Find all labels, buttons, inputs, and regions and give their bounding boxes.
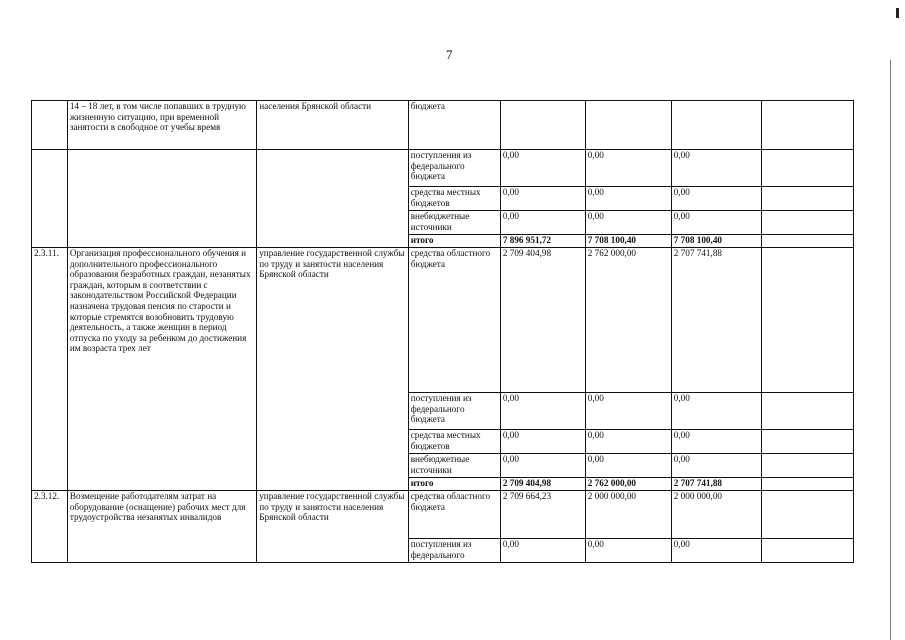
empty-cell [761, 430, 853, 454]
total-value-cell: 7 896 951,72 [500, 235, 585, 248]
value-cell: 2 000 000,00 [585, 491, 671, 539]
table-row [32, 248, 854, 393]
value-cell [500, 101, 585, 150]
value-cell: 0,00 [500, 430, 585, 454]
item-name-cell [67, 150, 256, 248]
value-cell: 0,00 [500, 150, 585, 187]
source-cell: поступления из федерального [408, 539, 500, 563]
scan-edge-line [890, 60, 891, 640]
value-cell: 0,00 [671, 454, 761, 478]
source-cell: внебюджетные источники [408, 211, 500, 235]
item-name-cell: Организация профессионального обучения и дополнительного профессионального образования безработных граждан, незанятых граждан, которым в соответствии с законодательством Российской Федерации назначена трудовая пенсия по старости и которые стремятся возобновить трудовую деятельность, а также женщин в период отпуска по уходу за ребенком до достижения им возраста трех лет [67, 248, 256, 491]
executor-cell: управление государственной службы по труду и занятости населения Брянской области [257, 491, 409, 563]
value-cell: 2 762 000,00 [585, 248, 671, 393]
source-cell: средства областного бюджета [408, 491, 500, 539]
value-cell: 0,00 [671, 393, 761, 430]
value-cell [585, 101, 671, 150]
empty-cell [761, 454, 853, 478]
source-cell: бюджета [408, 101, 500, 150]
empty-cell [761, 211, 853, 235]
value-cell: 0,00 [500, 187, 585, 211]
value-cell: 0,00 [585, 539, 671, 563]
value-cell: 0,00 [500, 454, 585, 478]
value-cell [671, 101, 761, 150]
empty-cell [761, 478, 853, 491]
page-number: 7 [446, 47, 453, 62]
source-cell: внебюджетные источники [408, 454, 500, 478]
empty-cell [761, 150, 853, 187]
total-value-cell: 2 709 404,98 [500, 478, 585, 491]
total-value-cell: 7 708 100,40 [585, 235, 671, 248]
empty-cell [761, 539, 853, 563]
total-value-cell: 2 707 741,88 [671, 478, 761, 491]
value-cell: 0,00 [671, 150, 761, 187]
empty-cell [761, 393, 853, 430]
value-cell: 2 707 741,88 [671, 248, 761, 393]
value-cell: 0,00 [671, 187, 761, 211]
value-cell: 2 709 404,98 [500, 248, 585, 393]
value-cell: 0,00 [500, 539, 585, 563]
source-cell: поступления из федерального бюджета [408, 150, 500, 187]
value-cell: 0,00 [671, 211, 761, 235]
value-cell: 0,00 [585, 150, 671, 187]
executor-cell: населения Брянской области [257, 101, 409, 150]
value-cell: 2 709 664,23 [500, 491, 585, 539]
budget-table [31, 100, 854, 563]
value-cell: 0,00 [500, 393, 585, 430]
value-cell: 0,00 [585, 211, 671, 235]
value-cell: 0,00 [671, 430, 761, 454]
value-cell: 0,00 [585, 393, 671, 430]
item-name-cell: Возмещение работодателям затрат на оборудование (оснащение) рабочих мест для трудоустройства незанятых инвалидов [67, 491, 256, 563]
executor-cell: управление государственной службы по труду и занятости населения Брянской области [257, 248, 409, 491]
value-cell: 0,00 [585, 454, 671, 478]
source-total-cell: итого [408, 478, 500, 491]
empty-cell [761, 187, 853, 211]
table-row [32, 101, 854, 150]
value-cell: 0,00 [671, 539, 761, 563]
source-cell: средства местных бюджетов [408, 187, 500, 211]
scan-edge-mark [896, 8, 899, 18]
value-cell: 0,00 [585, 430, 671, 454]
empty-cell [761, 101, 853, 150]
total-value-cell: 2 762 000,00 [585, 478, 671, 491]
value-cell: 0,00 [500, 211, 585, 235]
source-cell: средства областного бюджета [408, 248, 500, 393]
executor-cell [257, 150, 409, 248]
table-row [32, 150, 854, 187]
source-total-cell: итого [408, 235, 500, 248]
item-number-cell: 2.3.12. [32, 491, 68, 563]
empty-cell [761, 235, 853, 248]
source-cell: средства местных бюджетов [408, 430, 500, 454]
item-name-cell: 14 – 18 лет, в том числе попавших в трудную жизненную ситуацию, при временной занятости в свободное от учебы время [67, 101, 256, 150]
empty-cell [761, 491, 853, 539]
value-cell: 0,00 [585, 187, 671, 211]
value-cell: 2 000 000,00 [671, 491, 761, 539]
empty-cell [761, 248, 853, 393]
item-number-cell: 2.3.11. [32, 248, 68, 491]
table-row [32, 491, 854, 539]
total-value-cell: 7 708 100,40 [671, 235, 761, 248]
item-number-cell [32, 101, 68, 150]
item-number-cell [32, 150, 68, 248]
source-cell: поступления из федерального бюджета [408, 393, 500, 430]
